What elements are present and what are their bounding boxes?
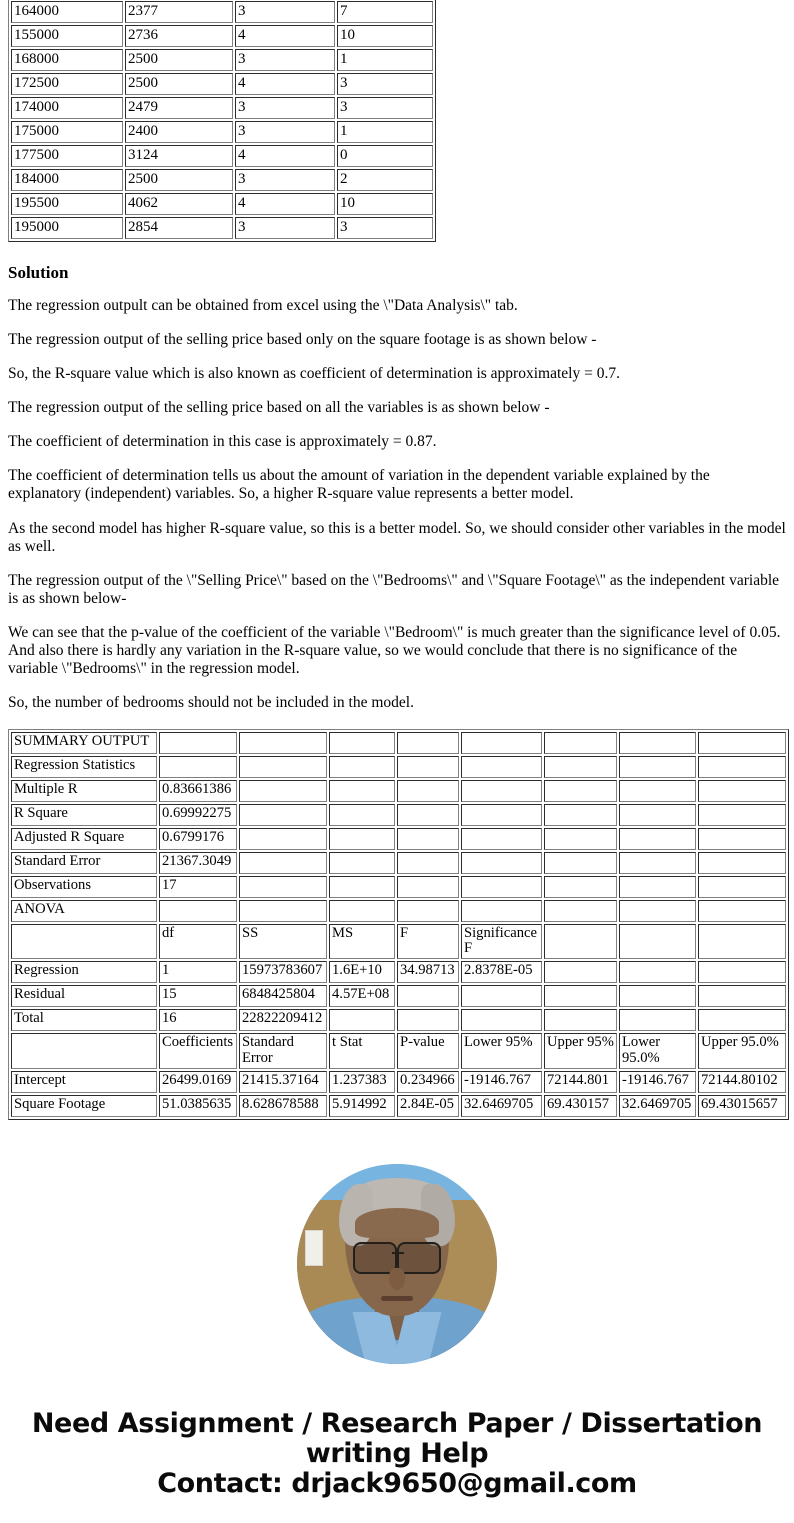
cell-selling-price: 184000	[11, 169, 123, 191]
anova-f	[397, 1009, 459, 1031]
cell-empty	[461, 852, 542, 874]
cell-empty	[239, 828, 327, 850]
anova-header-5: Significance F	[461, 924, 542, 960]
cell-empty	[329, 876, 395, 898]
solution-section	[0, 264, 794, 713]
solution-paragraph-8: The regression output of the \"Selling Price\" based on the \"Bedrooms\" and \"Square Footage\" as the independent variable is as shown below-	[8, 571, 780, 607]
cell-age: 7	[337, 1, 433, 23]
cell-bedrooms: 3	[235, 97, 335, 119]
table-row	[11, 25, 433, 47]
cell-empty	[544, 876, 617, 898]
cell-square-footage: 2479	[125, 97, 233, 119]
cell-bedrooms: 4	[235, 73, 335, 95]
cell-empty	[544, 828, 617, 850]
glasses-icon	[353, 1242, 397, 1274]
anova-ms: 1.6E+10	[329, 961, 395, 983]
table-row	[11, 1, 433, 23]
anova-ss: 6848425804	[239, 985, 327, 1007]
anova-ms: 4.57E+08	[329, 985, 395, 1007]
cell-empty	[329, 828, 395, 850]
cell-empty	[329, 780, 395, 802]
anova-significance-f: 2.8378E-05	[461, 961, 542, 983]
solution-paragraph-6: The coefficient of determination tells us about the amount of variation in the dependent variable explained by the explanatory (independent) variables. So, a higher R-square value represents a better model.	[8, 467, 710, 503]
coefficients-t-stat: 5.914992	[329, 1095, 395, 1117]
coefficients-header-2: Standard Error	[239, 1033, 327, 1069]
cell-square-footage: 3124	[125, 145, 233, 167]
cell-empty	[544, 900, 617, 922]
stat-label: Adjusted R Square	[11, 828, 157, 850]
coefficients-header-7: Lower 95.0%	[619, 1033, 696, 1069]
cell-empty	[159, 756, 237, 778]
cell-bedrooms: 4	[235, 25, 335, 47]
coefficients-header-row	[11, 1033, 786, 1069]
avatar-background-switch	[305, 1230, 323, 1266]
cell-empty	[544, 1009, 617, 1031]
solution-paragraph-7: As the second model has higher R-square value, so this is a better model. So, we should consider other variables in the model as well.	[8, 519, 786, 555]
stat-value: 0.6799176	[159, 828, 237, 850]
cell-selling-price: 172500	[11, 73, 123, 95]
anova-header-2: SS	[239, 924, 327, 960]
cell-empty	[397, 900, 459, 922]
stat-value: 0.83661386	[159, 780, 237, 802]
coefficients-row-label: Square Footage	[11, 1095, 157, 1117]
coefficients-lower-95: 32.6469705	[461, 1095, 542, 1117]
coefficients-coefficient: 26499.0169	[159, 1071, 237, 1093]
cell-selling-price: 164000	[11, 1, 123, 23]
cell-age: 1	[337, 121, 433, 143]
cell-empty	[397, 780, 459, 802]
anova-ss: 15973783607	[239, 961, 327, 983]
cell-empty	[619, 732, 696, 754]
anova-header-4: F	[397, 924, 459, 960]
cell-empty	[461, 828, 542, 850]
cell-empty	[239, 804, 327, 826]
cell-empty	[397, 756, 459, 778]
cell-selling-price: 174000	[11, 97, 123, 119]
solution-paragraph-9: We can see that the p-value of the coefficient of the variable \"Bedroom\" is much greater than the significance level of 0.05. And also there is hardly any variation in the R-square value, so we would conclude that there is no significance of the variable \"Bedrooms\" in the regression model.	[8, 624, 781, 678]
stat-label: Multiple R	[11, 780, 157, 802]
paragraph-host	[8, 297, 786, 713]
contact-footer	[0, 1409, 794, 1523]
cell-square-footage: 2377	[125, 1, 233, 23]
cell-empty	[329, 756, 395, 778]
coefficients-header-1: Coefficients	[159, 1033, 237, 1069]
anova-header-row	[11, 900, 786, 922]
cell-empty	[544, 961, 617, 983]
solution-paragraph-1: The regression outpult can be obtained from excel using the \"Data Analysis\" tab.	[8, 296, 518, 314]
anova-f: 34.98713	[397, 961, 459, 983]
stat-label: R Square	[11, 804, 157, 826]
solution-paragraph-2: The regression output of the selling price based only on the square footage is as shown below -	[8, 330, 597, 348]
cell-empty	[698, 852, 786, 874]
cell-empty	[239, 852, 327, 874]
table-row	[11, 73, 433, 95]
cell-empty	[544, 756, 617, 778]
page-title: Solution	[8, 263, 69, 282]
housing-data-table	[8, 0, 436, 242]
cell-selling-price: 168000	[11, 49, 123, 71]
cell-empty	[698, 804, 786, 826]
cell-empty	[698, 1009, 786, 1031]
anova-significance-f	[461, 985, 542, 1007]
cell-square-footage: 4062	[125, 193, 233, 215]
cell-empty	[619, 1009, 696, 1031]
cell-empty	[397, 852, 459, 874]
cell-bedrooms: 3	[235, 49, 335, 71]
cell-empty	[159, 900, 237, 922]
cell-empty	[239, 876, 327, 898]
anova-header-3: MS	[329, 924, 395, 960]
table-row	[11, 193, 433, 215]
coefficients-coefficient: 51.0385635	[159, 1095, 237, 1117]
summary-output-title: SUMMARY OUTPUT	[11, 732, 157, 754]
cell-square-footage: 2854	[125, 217, 233, 239]
cell-empty	[544, 985, 617, 1007]
cell-bedrooms: 4	[235, 145, 335, 167]
cell-empty	[544, 852, 617, 874]
footer-line-1: Need Assignment / Research Paper / Dissertation	[31, 1407, 763, 1439]
glasses-bridge-icon	[392, 1252, 404, 1255]
cell-empty	[544, 924, 617, 960]
coefficients-lower-95-0: -19146.767	[619, 1071, 696, 1093]
coefficients-upper-95: 72144.801	[544, 1071, 617, 1093]
cell-empty	[544, 804, 617, 826]
cell-empty	[544, 780, 617, 802]
cell-age: 2	[337, 169, 433, 191]
solution-paragraph-4: The regression output of the selling price based on all the variables is as shown below -	[8, 399, 550, 417]
cell-square-footage: 2400	[125, 121, 233, 143]
regression-statistic-row	[11, 828, 786, 850]
anova-significance-f	[461, 1009, 542, 1031]
cell-empty	[698, 876, 786, 898]
avatar-mouth	[381, 1296, 413, 1301]
cell-empty	[619, 900, 696, 922]
cell-bedrooms: 3	[235, 1, 335, 23]
cell-selling-price: 195000	[11, 217, 123, 239]
coefficients-header-5: Lower 95%	[461, 1033, 542, 1069]
coefficients-p-value: 2.84E-05	[397, 1095, 459, 1117]
housing-data-table-wrap	[0, 0, 794, 242]
anova-row	[11, 1009, 786, 1031]
table-row	[11, 121, 433, 143]
cell-age: 3	[337, 217, 433, 239]
glasses-right-lens-icon	[397, 1242, 441, 1274]
cell-empty	[329, 804, 395, 826]
cell-age: 1	[337, 49, 433, 71]
anova-row	[11, 985, 786, 1007]
cell-empty	[698, 732, 786, 754]
avatar-nose	[389, 1268, 405, 1290]
anova-column-header-row	[11, 924, 786, 960]
coefficients-standard-error: 21415.37164	[239, 1071, 327, 1093]
cell-square-footage: 2736	[125, 25, 233, 47]
anova-df: 1	[159, 961, 237, 983]
anova-ms	[329, 1009, 395, 1031]
cell-empty	[698, 756, 786, 778]
anova-f	[397, 985, 459, 1007]
cell-empty	[397, 804, 459, 826]
coefficients-header-6: Upper 95%	[544, 1033, 617, 1069]
cell-empty	[239, 900, 327, 922]
anova-df: 15	[159, 985, 237, 1007]
footer-line-2: writing Help	[305, 1437, 489, 1469]
cell-empty	[461, 780, 542, 802]
stat-value: 0.69992275	[159, 804, 237, 826]
cell-bedrooms: 4	[235, 193, 335, 215]
cell-selling-price: 177500	[11, 145, 123, 167]
cell-empty	[239, 780, 327, 802]
regression-statistic-row	[11, 804, 786, 826]
stat-value: 21367.3049	[159, 852, 237, 874]
cell-bedrooms: 3	[235, 121, 335, 143]
cell-square-footage: 2500	[125, 169, 233, 191]
regression-statistics-label: Regression Statistics	[11, 756, 157, 778]
cell-empty	[619, 780, 696, 802]
table-row	[11, 217, 433, 239]
table-row	[11, 49, 433, 71]
cell-selling-price: 155000	[11, 25, 123, 47]
anova-ss: 22822209412	[239, 1009, 327, 1031]
table-row	[11, 97, 433, 119]
coefficients-upper-95-0: 72144.80102	[698, 1071, 786, 1093]
cell-age: 10	[337, 193, 433, 215]
cell-empty	[698, 828, 786, 850]
cell-empty	[397, 828, 459, 850]
solution-paragraph-10: So, the number of bedrooms should not be included in the model.	[8, 694, 414, 712]
cell-empty	[619, 852, 696, 874]
cell-empty	[619, 876, 696, 898]
regression-statistics-header-row	[11, 756, 786, 778]
summary-title-row	[11, 732, 786, 754]
coefficients-row	[11, 1095, 786, 1117]
cell-age: 3	[337, 73, 433, 95]
avatar	[297, 1164, 497, 1364]
cell-empty	[397, 876, 459, 898]
anova-header-1: df	[159, 924, 237, 960]
solution-paragraph-5: The coefficient of determination in this case is approximately = 0.87.	[8, 433, 437, 451]
regression-summary-output-table	[8, 729, 789, 1120]
anova-row	[11, 961, 786, 983]
coefficients-header-4: P-value	[397, 1033, 459, 1069]
coefficients-lower-95: -19146.767	[461, 1071, 542, 1093]
cell-empty	[619, 756, 696, 778]
profile-photo-block	[0, 1164, 794, 1369]
coefficients-header-8: Upper 95.0%	[698, 1033, 786, 1069]
cell-empty	[619, 985, 696, 1007]
cell-age: 0	[337, 145, 433, 167]
cell-empty	[461, 876, 542, 898]
regression-statistic-row	[11, 780, 786, 802]
cell-bedrooms: 3	[235, 217, 335, 239]
cell-square-footage: 2500	[125, 73, 233, 95]
stat-value: 17	[159, 876, 237, 898]
avatar-forehead	[355, 1208, 439, 1238]
cell-empty	[461, 804, 542, 826]
cell-age: 10	[337, 25, 433, 47]
cell-empty	[329, 900, 395, 922]
footer-line-3: Contact: drjack9650@gmail.com	[157, 1468, 637, 1500]
cell-empty	[239, 732, 327, 754]
regression-statistic-row	[11, 876, 786, 898]
cell-empty	[461, 756, 542, 778]
cell-empty	[544, 732, 617, 754]
coefficients-p-value: 0.234966	[397, 1071, 459, 1093]
anova-row-label: Total	[11, 1009, 157, 1031]
anova-label: ANOVA	[11, 900, 157, 922]
table-row	[11, 145, 433, 167]
coefficients-row-label: Intercept	[11, 1071, 157, 1093]
stat-label: Observations	[11, 876, 157, 898]
anova-header-0	[11, 924, 157, 960]
cell-empty	[461, 732, 542, 754]
cell-empty	[698, 961, 786, 983]
coefficients-header-3: t Stat	[329, 1033, 395, 1069]
anova-df: 16	[159, 1009, 237, 1031]
cell-empty	[239, 756, 327, 778]
cell-empty	[329, 732, 395, 754]
coefficients-t-stat: 1.237383	[329, 1071, 395, 1093]
anova-row-label: Residual	[11, 985, 157, 1007]
solution-paragraph-3: So, the R-square value which is also known as coefficient of determination is approximately = 0.7.	[8, 364, 620, 382]
regression-statistic-row	[11, 852, 786, 874]
cell-empty	[698, 985, 786, 1007]
cell-empty	[698, 900, 786, 922]
cell-empty	[619, 828, 696, 850]
coefficients-upper-95: 69.430157	[544, 1095, 617, 1117]
table-row	[11, 169, 433, 191]
cell-empty	[619, 961, 696, 983]
coefficients-row	[11, 1071, 786, 1093]
cell-empty	[329, 852, 395, 874]
cell-selling-price: 195500	[11, 193, 123, 215]
coefficients-lower-95-0: 32.6469705	[619, 1095, 696, 1117]
coefficients-upper-95-0: 69.43015657	[698, 1095, 786, 1117]
anova-row-label: Regression	[11, 961, 157, 983]
cell-empty	[159, 732, 237, 754]
cell-empty	[461, 900, 542, 922]
coefficients-standard-error: 8.628678588	[239, 1095, 327, 1117]
cell-square-footage: 2500	[125, 49, 233, 71]
cell-empty	[397, 732, 459, 754]
cell-empty	[698, 780, 786, 802]
cell-age: 3	[337, 97, 433, 119]
coefficients-header-0	[11, 1033, 157, 1069]
cell-empty	[619, 924, 696, 960]
cell-selling-price: 175000	[11, 121, 123, 143]
cell-bedrooms: 3	[235, 169, 335, 191]
cell-empty	[698, 924, 786, 960]
stat-label: Standard Error	[11, 852, 157, 874]
cell-empty	[619, 804, 696, 826]
